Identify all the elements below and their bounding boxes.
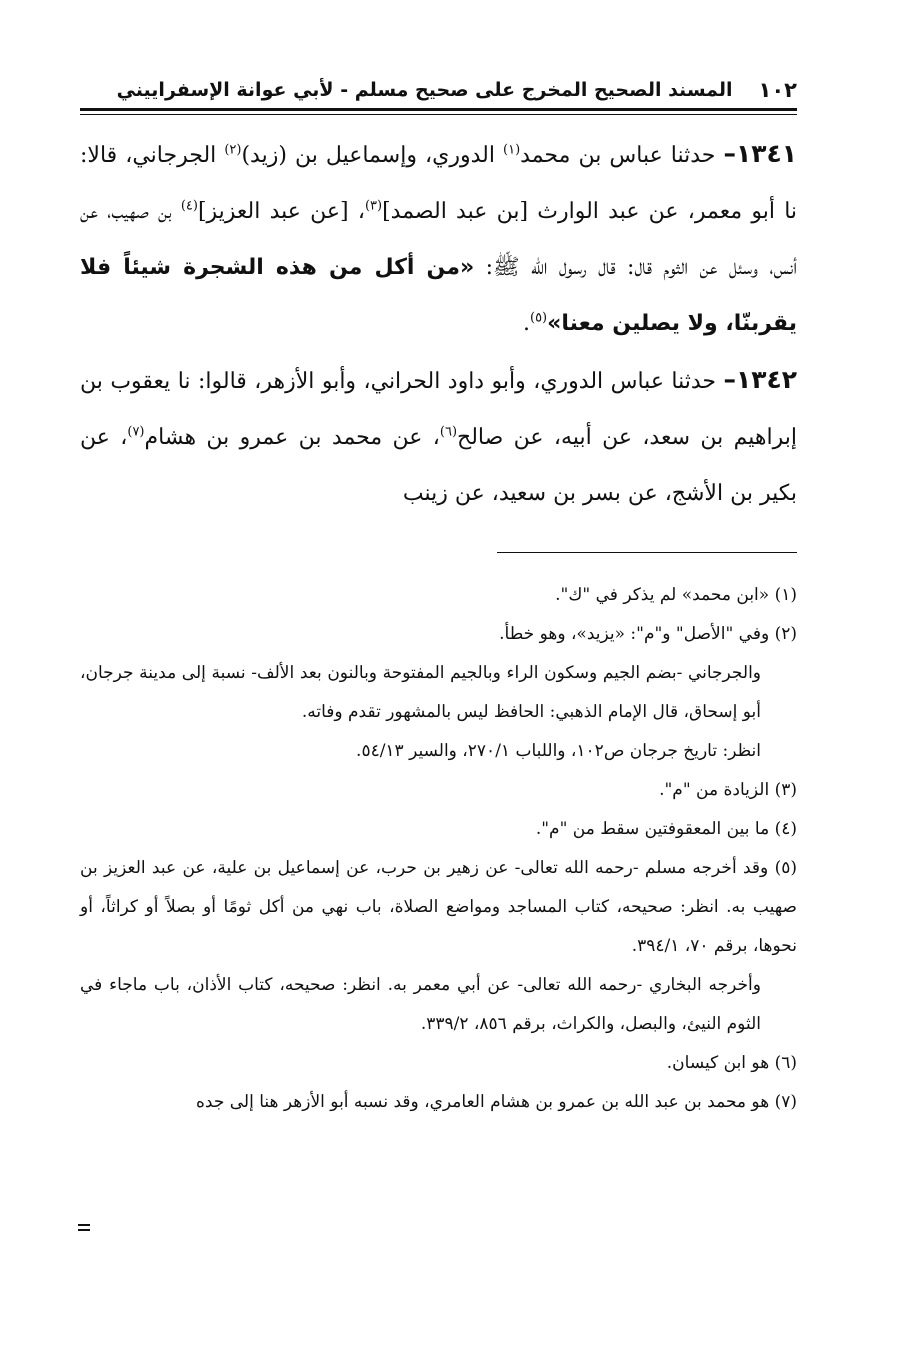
footnote-ref: (٥): [529, 310, 548, 326]
hadith-text: بن صهيب، عن أنس، وسئل عن الثوم قال: قال رسول الله ﷺ:: [80, 199, 797, 280]
hadith-text: ، عن بكير بن الأشج، عن بسر بن سعيد، عن زينب: [80, 425, 797, 506]
header-rule-thick: [80, 108, 797, 111]
footnote-ref: (٢): [224, 142, 242, 158]
hadith-1342: [80, 352, 797, 522]
main-text: [80, 126, 797, 522]
running-title: المسند الصحيح المخرج على صحيح مسلم - لأبي عوانة الإسفراييني: [116, 79, 733, 101]
hadith-1341: [80, 126, 797, 352]
hadith-text: الدوري، وإسماعيل بن (زيد): [241, 143, 503, 168]
footnote-2-continuation: والجرجاني -بضم الجيم وسكون الراء وبالجيم المفتوحة وبالنون بعد الألف- نسبة إلى مدينة جرجان، أبو إسحاق، قال الإمام الذهبي: الحافظ ليس بالمشهور تقدم وفاته.: [80, 663, 761, 722]
running-header: [80, 74, 797, 106]
hadith-text: ، عن محمد بن عمرو بن هشام: [144, 425, 440, 450]
footnote-4: (٤) ما بين المعقوفتين سقط من "م".: [535, 819, 797, 839]
footnote-7: (٧) هو محمد بن عبد الله بن عمرو بن هشام العامري، وقد نسبه أبو الأزهر هنا إلى جده: [196, 1092, 797, 1112]
continuation-mark: [78, 1224, 90, 1234]
hadith-text: الجرجاني، قالا: نا أبو معمر، عن عبد الوارث [بن عبد الصمد]: [80, 143, 798, 224]
footnote-5: (٥) وقد أخرجه مسلم -رحمه الله تعالى- عن زهير بن حرب، عن إسماعيل بن علية، عن عبد العزيز بن صهيب به. انظر: صحيحه، كتاب المساجد ومواضع الصلاة، باب نهي من أكل ثومًا أو بصلاً أو كراثاً، أو نحوها، برقم ٧٠، ٣٩٤/١.: [80, 858, 797, 956]
footnotes: [80, 576, 797, 1122]
footnote-1: (١) «ابن محمد» لم يذكر في "ك".: [555, 585, 797, 605]
header-rule-thin: [80, 114, 797, 115]
hadith-text: حدثنا عباس الدوري، وأبو داود الحراني، وأبو الأزهر، قالوا: نا يعقوب بن إبراهيم بن سعد، عن أبيه، عن صالح: [80, 369, 797, 450]
footnote-ref: (٦): [439, 424, 458, 440]
footnote-5-continuation: وأخرجه البخاري -رحمه الله تعالى- عن أبي معمر به. انظر: صحيحه، كتاب الأذان، باب ماجاء في الثوم النيئ، والبصل، والكراث، برقم ٨٥٦، ٣٣٩/٢.: [80, 975, 761, 1034]
footnote-ref: (٤): [180, 198, 198, 214]
hadith-number: ١٣٤٢–: [723, 365, 797, 394]
prophet-saying: «من أكل من هذه الشجرة شيئاً فلا يقربنّا، ولا يصلين معنا»: [80, 255, 797, 336]
hadith-text: ، [عن عبد العزيز]: [197, 199, 365, 224]
footnote-ref: (٣): [364, 198, 383, 214]
hadith-text: .: [522, 311, 530, 336]
footnote-2-references: انظر: تاريخ جرجان ص١٠٢، واللباب ٢٧٠/١، والسير ٥٤/١٣.: [356, 741, 761, 761]
page-number: ١٠٢: [758, 78, 797, 102]
footnote-separator: [497, 552, 797, 553]
footnote-6: (٦) هو ابن كيسان.: [666, 1053, 797, 1073]
footnote-2: (٢) وفي "الأصل" و"م": «يزيد»، وهو خطأ.: [499, 624, 797, 644]
hadith-number: ١٣٤١–: [723, 139, 797, 168]
hadith-text: حدثنا عباس بن محمد: [520, 143, 724, 168]
footnote-ref: (١): [503, 142, 521, 158]
footnote-3: (٣) الزيادة من "م".: [659, 780, 797, 800]
footnote-ref: (٧): [127, 424, 145, 440]
